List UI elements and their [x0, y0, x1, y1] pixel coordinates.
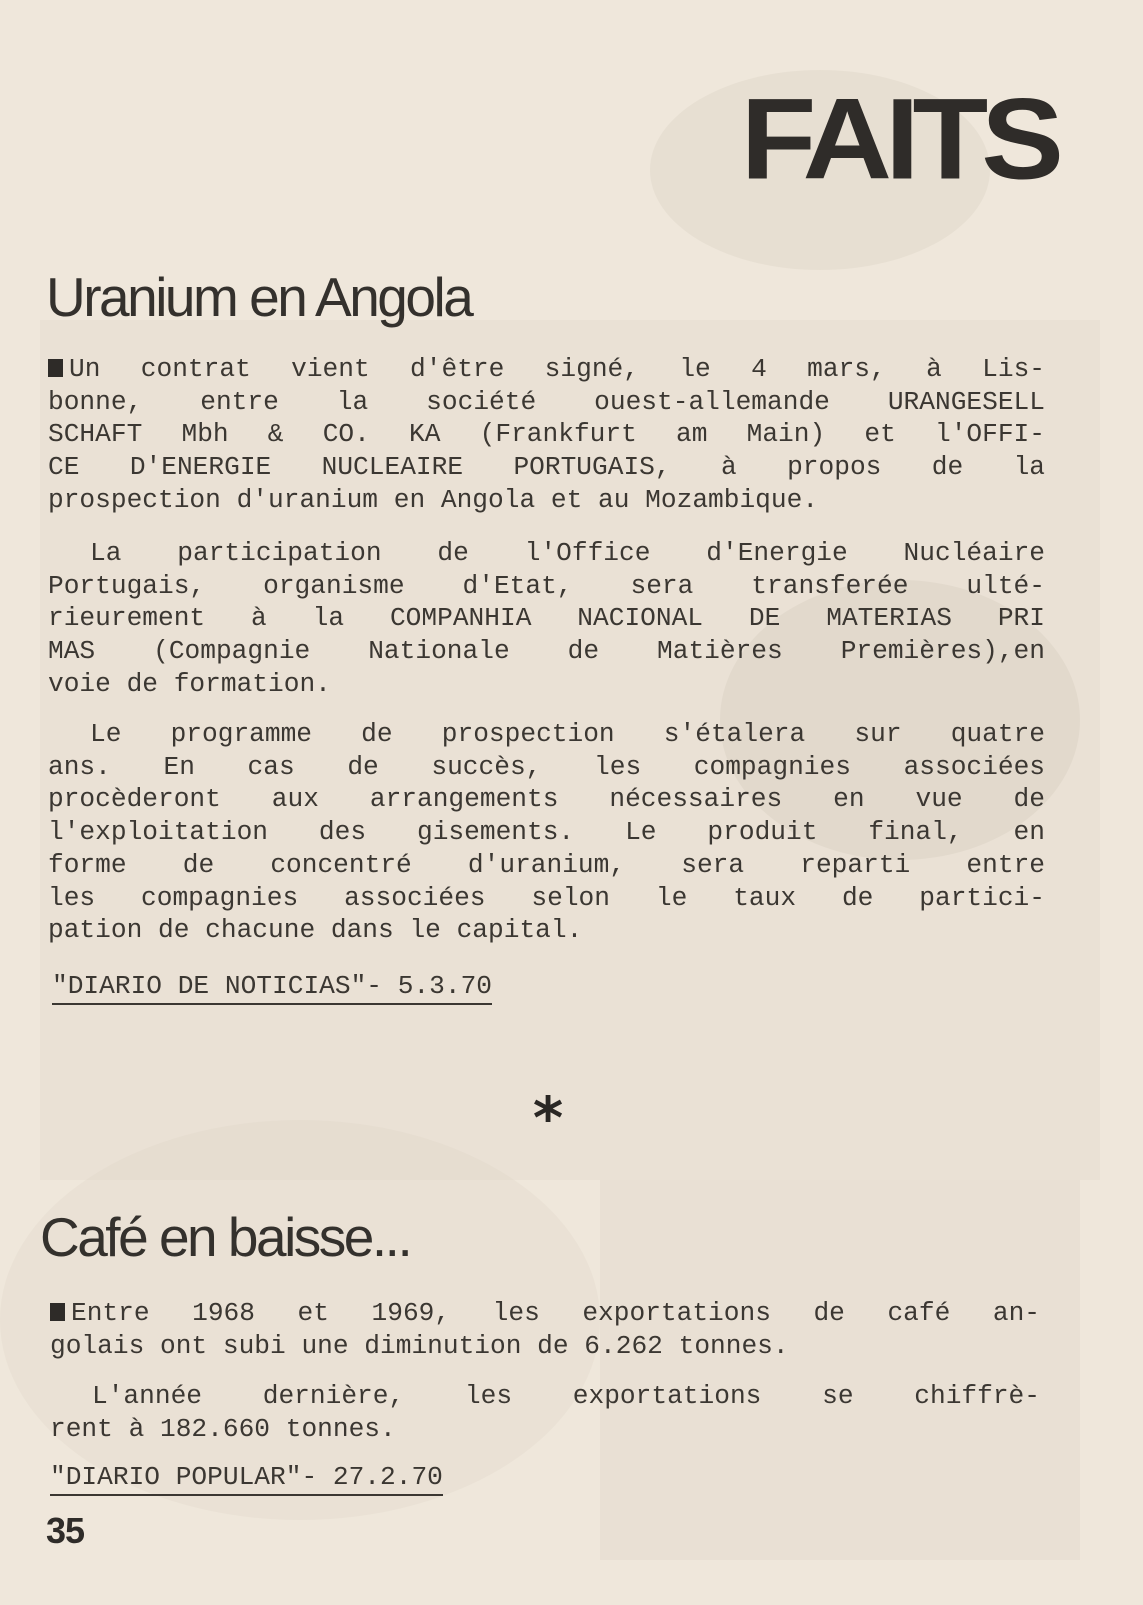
text-line: procèderont aux arrangements nécessaires en vue de [48, 784, 1045, 815]
text-line: Entre 1968 et 1969, les exportations de café an- [50, 1297, 1040, 1330]
section-separator-asterisk: * [532, 1084, 564, 1152]
text-line: forme de concentré d'uranium, sera reparti entre [48, 849, 1045, 880]
cafe-paragraph-1 [50, 1297, 1040, 1362]
text-line: rieurement à la COMPANHIA NACIONAL DE MATERIAS PRI [48, 603, 1045, 634]
text-line: Le programme de prospection s'étalera sur quatre [90, 719, 1045, 749]
text-line: L'année dernière, les exportations se chiffrè- [92, 1381, 1040, 1411]
text-line: La participation de l'Office d'Energie Nucléaire [90, 538, 1045, 568]
text-line: MAS (Compagnie Nationale de Matières Premières),en [48, 636, 1045, 667]
text-line: les compagnies associées selon le taux de partici- [48, 882, 1045, 913]
text-line: voie de formation. [48, 668, 331, 699]
text-line: prospection d'uranium en Angola et au Mozambique. [48, 484, 819, 515]
text-line: pation de chacune dans le capital. [48, 915, 583, 946]
text-line: ans. En cas de succès, les compagnies associées [48, 751, 1045, 782]
text-line: CE D'ENERGIE NUCLEAIRE PORTUGAIS, à propos de la [48, 452, 1045, 483]
text-line: bonne, entre la société ouest-allemande URANGESELL [48, 386, 1045, 417]
article-title-cafe: Café en baisse... [40, 1206, 411, 1268]
uranium-paragraph-1 [48, 353, 1045, 517]
source-citation-uranium: "DIARIO DE NOTICIAS"- 5.3.70 [52, 970, 492, 1005]
section-header: FAITS [740, 75, 1057, 204]
text-line: golais ont subi une diminution de 6.262 tonnes. [50, 1330, 789, 1361]
source-citation-cafe: "DIARIO POPULAR"- 27.2.70 [50, 1461, 443, 1496]
text-line: l'exploitation des gisements. Le produit final, en [48, 817, 1045, 848]
article-title-uranium: Uranium en Angola [46, 266, 472, 328]
uranium-paragraph-2 [48, 537, 1045, 701]
cafe-paragraph-2 [50, 1380, 1040, 1445]
text-line: Un contrat vient d'être signé, le 4 mars, à Lis- [48, 353, 1045, 386]
bullet-square-icon [48, 359, 63, 377]
page-number: 35 [46, 1510, 85, 1551]
bullet-square-icon [50, 1303, 65, 1321]
text-line: rent à 182.660 tonnes. [50, 1413, 396, 1444]
text-line: SCHAFT Mbh & CO. KA (Frankfurt am Main) et l'OFFI- [48, 419, 1045, 450]
uranium-paragraph-3 [48, 718, 1045, 947]
text-line: Portugais, organisme d'Etat, sera transferée ulté- [48, 570, 1045, 601]
